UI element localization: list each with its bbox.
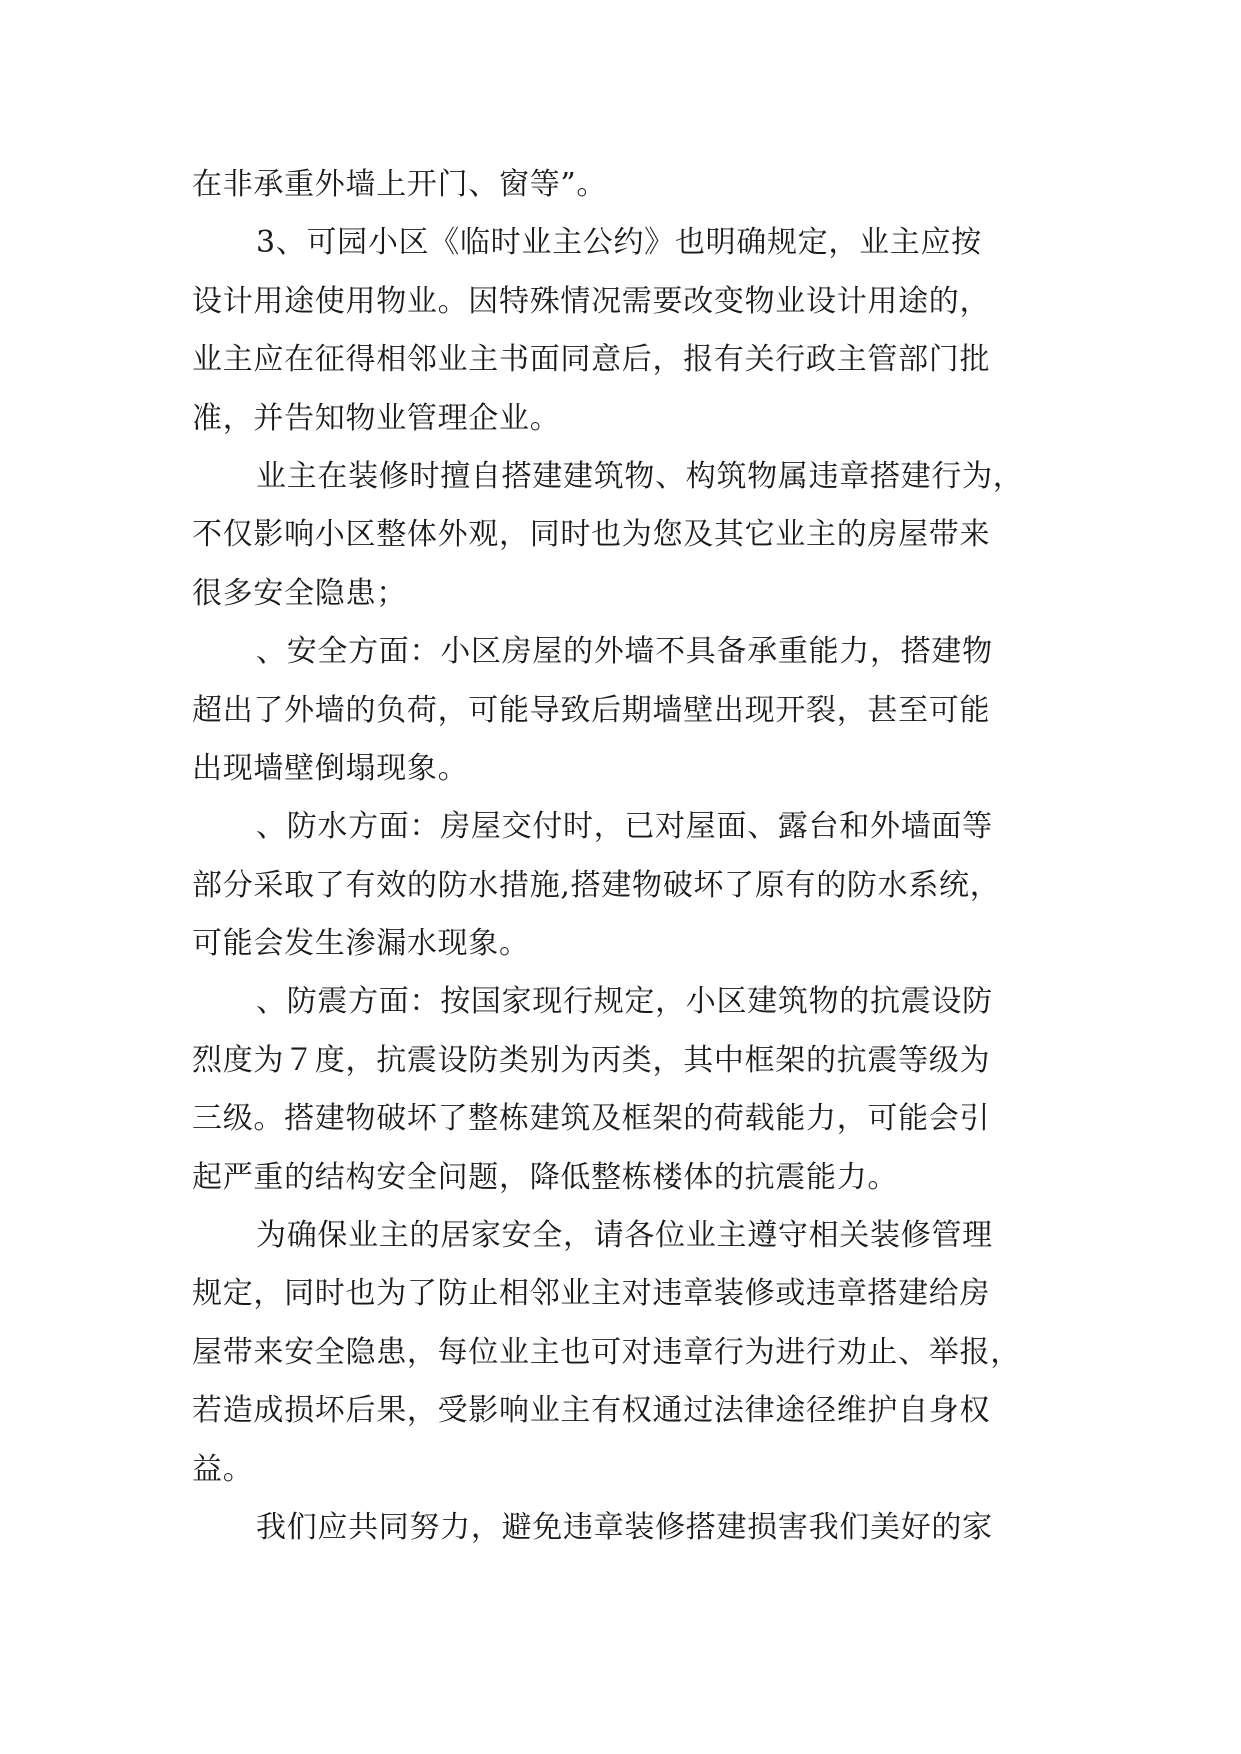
text-line: 可能会发生渗漏水现象。 — [192, 926, 530, 962]
paragraph-start-line: 我们应共同努力，避免违章装修搭建损害我们美好的家 — [256, 1509, 993, 1545]
text-line: 业主应在征得相邻业主书面同意后，报有关行政主管部门批 — [192, 342, 991, 378]
paragraph-start-line: 、防水方面：房屋交付时，已对屋面、露台和外墙面等 — [256, 809, 993, 845]
text-line: 三级。搭建物破坏了整栋建筑及框架的荷载能力，可能会引 — [192, 1101, 991, 1137]
text-line: 部分采取了有效的防水措施,搭建物破坏了原有的防水系统， — [192, 867, 1001, 903]
text-line: 准，并告知物业管理企业。 — [192, 400, 561, 436]
text-line: 在非承重外墙上开门、窗等”。 — [192, 167, 608, 202]
paragraph-start-line: 、安全方面：小区房屋的外墙不具备承重能力，搭建物 — [256, 634, 993, 670]
text-line: 屋带来安全隐患，每位业主也可对违章行为进行劝止、举报， — [192, 1334, 1021, 1370]
text-line: 不仅影响小区整体外观，同时也为您及其它业主的房屋带来 — [192, 517, 991, 553]
paragraph-start-line: 3、可园小区《临时业主公约》也明确规定，业主应按 — [256, 225, 982, 261]
text-line: 规定，同时也为了防止相邻业主对违章装修或违章搭建给房 — [192, 1276, 991, 1312]
paragraph-start-line: 、防震方面：按国家现行规定，小区建筑物的抗震设防 — [256, 984, 993, 1020]
text-line: 烈度为７度，抗震设防类别为丙类，其中框架的抗震等级为 — [192, 1042, 991, 1078]
text-line: 超出了外墙的负荷，可能导致后期墙壁出现开裂，甚至可能 — [192, 692, 991, 728]
text-line: 若造成损坏后果，受影响业主有权通过法律途径维护自身权 — [192, 1393, 991, 1429]
paragraph-start-line: 为确保业主的居家安全，请各位业主遵守相关装修管理 — [256, 1218, 993, 1254]
text-line: 很多安全隐患； — [192, 575, 407, 611]
body-text — [192, 156, 1072, 1557]
paragraph-start-line: 业主在装修时擅自搭建建筑物、构筑物属违章搭建行为， — [256, 458, 1024, 494]
text-line: 出现墙壁倒塌现象。 — [192, 750, 469, 786]
text-line: 益。 — [192, 1451, 254, 1487]
text-line: 起严重的结构安全问题，降低整栋楼体的抗震能力。 — [192, 1159, 899, 1195]
text-line: 设计用途使用物业。因特殊情况需要改变物业设计用途的， — [192, 283, 991, 319]
